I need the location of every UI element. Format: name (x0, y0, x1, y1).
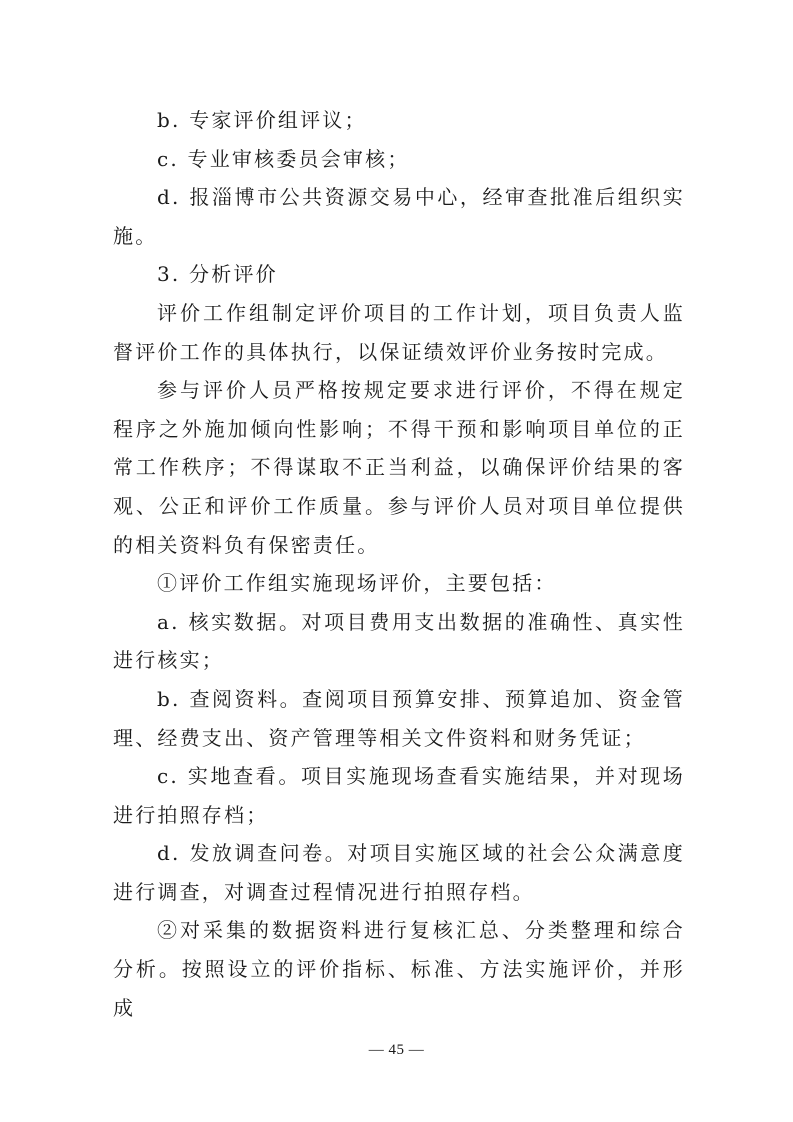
paragraph-requirements: 参与评价人员严格按规定要求进行评价，不得在规定程序之外施加倾向性影响；不得干预和影响项目单位的正常工作秩序；不得谋取不正当利益，以确保评价结果的客观、公正和评价工作质量。参与评价人员对项目单位提供的相关资料负有保密责任。 (113, 378, 685, 557)
paragraph-committee-review: c. 专业审核委员会审核； (157, 146, 410, 171)
paragraph-data-analysis: ②对采集的数据资料进行复核汇总、分类整理和综合分析。按照设立的评价指标、标准、方法实施评价，并形成 (113, 918, 685, 1020)
section-heading-analysis: 3. 分析评价 (157, 262, 278, 287)
body-text (113, 101, 685, 1027)
list-item-verify-data: a. 核实数据。对项目费用支出数据的准确性、真实性进行核实； (113, 609, 685, 673)
paragraph-onsite-evaluation: ①评价工作组实施现场评价，主要包括： (157, 571, 557, 596)
paragraph-expert-review: b. 专家评价组评议； (157, 108, 367, 132)
list-item-survey: d. 发放调查问卷。对项目实施区域的社会公众满意度进行调查，对调查过程情况进行拍照存档。 (113, 841, 685, 904)
paragraph-work-plan: 评价工作组制定评价项目的工作计划，项目负责人监督评价工作的具体执行，以保证绩效评价业务按时完成。 (113, 300, 685, 364)
list-item-site-inspection: c. 实地查看。项目实施现场查看实施结果，并对现场进行拍照存档； (113, 764, 685, 827)
paragraph-report-approval: d. 报淄博市公共资源交易中心，经审查批准后组织实施。 (113, 185, 685, 248)
list-item-review-documents: b. 查阅资料。查阅项目预算安排、预算追加、资金管理、经费支出、资产管理等相关文件资料和财务凭证； (113, 686, 685, 750)
page-number: — 45 — (368, 1042, 425, 1058)
